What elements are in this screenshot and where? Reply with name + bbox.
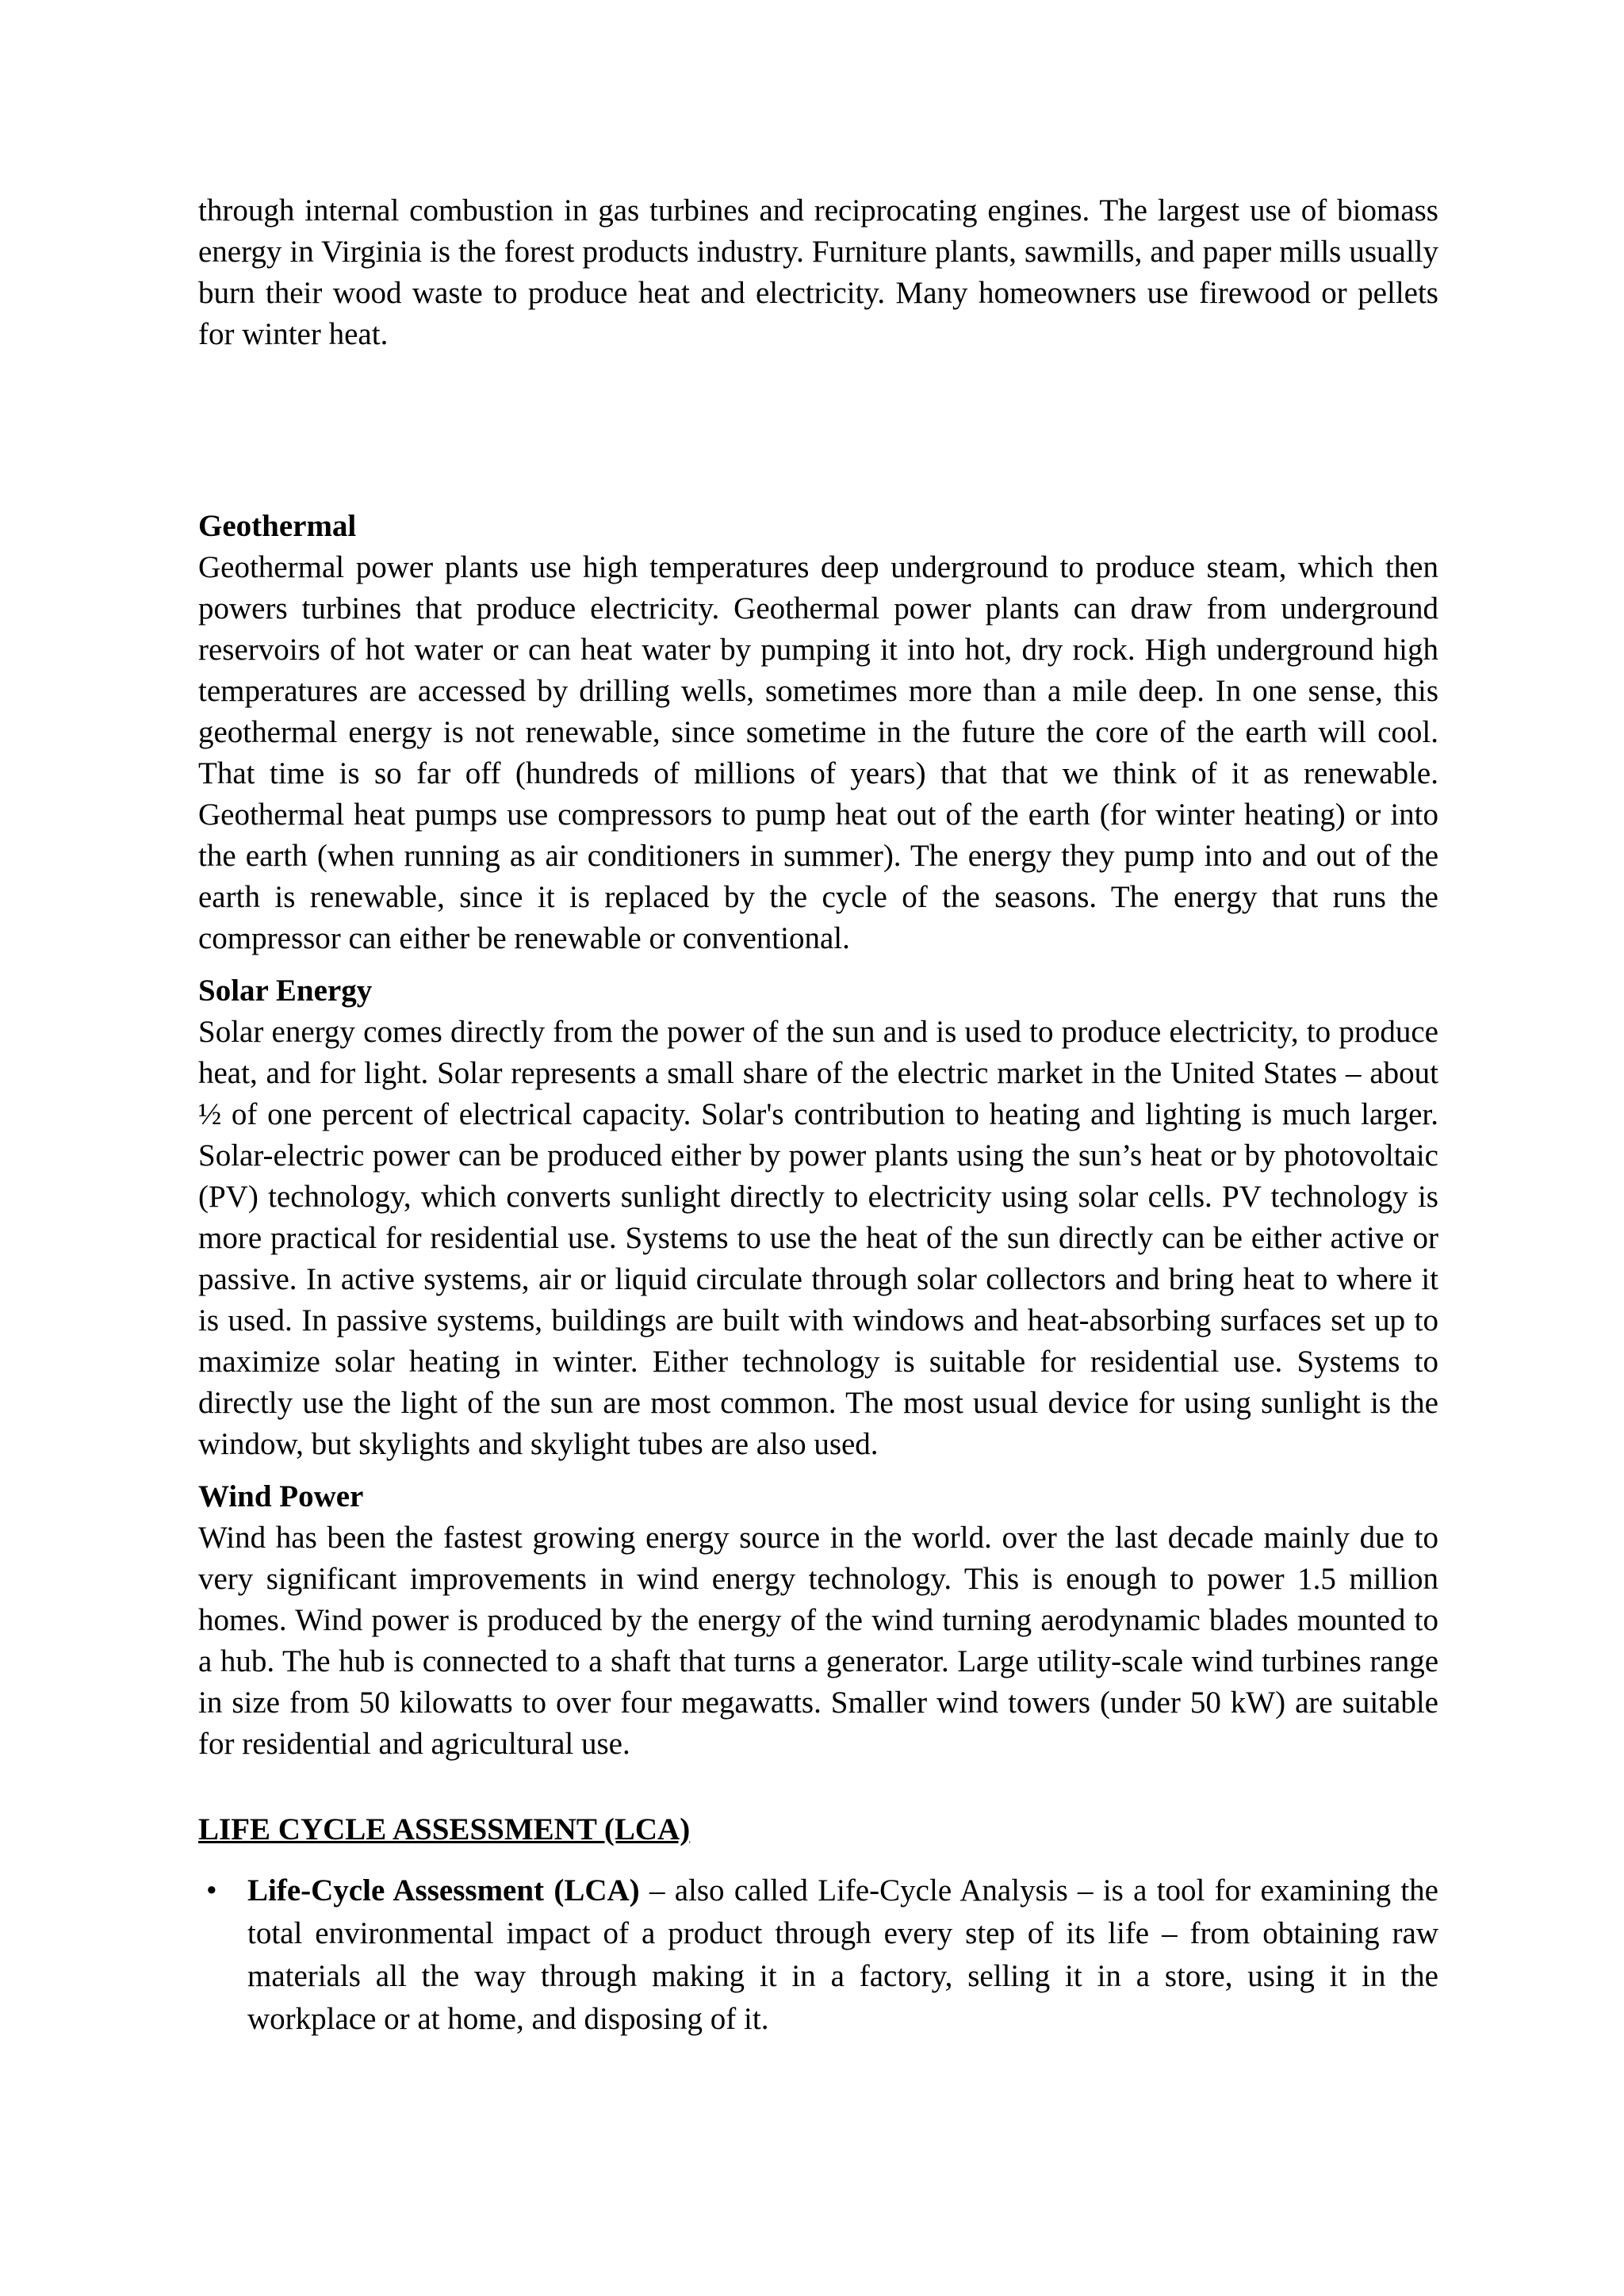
lca-bullet-list [198,1869,1438,2041]
intro-paragraph: through internal combustion in gas turbines and reciprocating engines. The largest use of biomass energy in Virginia is the forest products industry. Furniture plants, sawmills, and paper mills usually burn their wood waste to produce heat and electricity. Many homeowners use firewood or pellets for winter heat. [198,193,1438,351]
list-item [198,1869,1438,2041]
wind-power-paragraph: Wind has been the fastest growing energy source in the world. over the last decade mainly due to very significant improvements in wind energy technology. This is enough to power 1.5 million homes. Wind power is produced by the energy of the wind turning aerodynamic blades mounted to a hub. The hub is connected to a shaft that turns a generator. Large utility-scale wind turbines range in size from 50 kilowatts to over four megawatts. Smaller wind towers (under 50 kW) are suitable for residential and agricultural use. [198,1521,1438,1761]
geothermal-paragraph: Geothermal power plants use high temperatures deep underground to produce steam, which then powers turbines that produce electricity. Geothermal power plants can draw from underground reservoirs of hot water or can heat water by pumping it into hot, dry rock. High underground high temperatures are accessed by drilling wells, sometimes more than a mile deep. In one sense, this geothermal energy is not renewable, since sometime in the future the core of the earth will cool. That time is so far off (hundreds of millions of years) that that we think of it as renewable. Geothermal heat pumps use compressors to pump heat out of the earth (for winter heating) or into the earth (when running as air conditioners in summer). The energy they pump into and out of the earth is renewable, since it is replaced by the cycle of the seasons. The energy that runs the compressor can either be renewable or conventional. [198,550,1438,955]
lca-section-heading: LIFE CYCLE ASSESSMENT (LCA) [198,1812,691,1846]
geothermal-heading: Geothermal [198,509,357,543]
wind-power-heading: Wind Power [198,1479,364,1513]
document-page [198,190,1438,2041]
solar-energy-paragraph: Solar energy comes directly from the power of the sun and is used to produce electricity, to produce heat, and for light. Solar represents a small share of the electric market in the United States – about ½ of one percent of electrical capacity. Solar's contribution to heating and lighting is much larger. Solar-electric power can be produced either by power plants using the sun’s heat or by photovoltaic (PV) technology, which converts sunlight directly to electricity using solar cells. PV technology is more practical for residential use. Systems to use the heat of the sun directly can be either active or passive. In active systems, air or liquid circulate through solar collectors and bring heat to where it is used. In passive systems, buildings are built with windows and heat-absorbing surfaces set up to maximize solar heating in winter. Either technology is suitable for residential use. Systems to directly use the light of the sun are most common. The most usual device for using sunlight is the window, but skylights and skylight tubes are also used. [198,1015,1438,1461]
lca-definition: – also called Life-Cycle Analysis – is a tool for examining the total environmental impact of a product through every step of its life – from obtaining raw materials all the way through making it in a factory, selling it in a store, using it in the workplace or at home, and disposing of it. [247,1873,1438,2036]
lca-term: Life-Cycle Assessment (LCA) [247,1873,640,1908]
solar-energy-heading: Solar Energy [198,974,373,1008]
bullet-icon: • [206,1873,217,1908]
